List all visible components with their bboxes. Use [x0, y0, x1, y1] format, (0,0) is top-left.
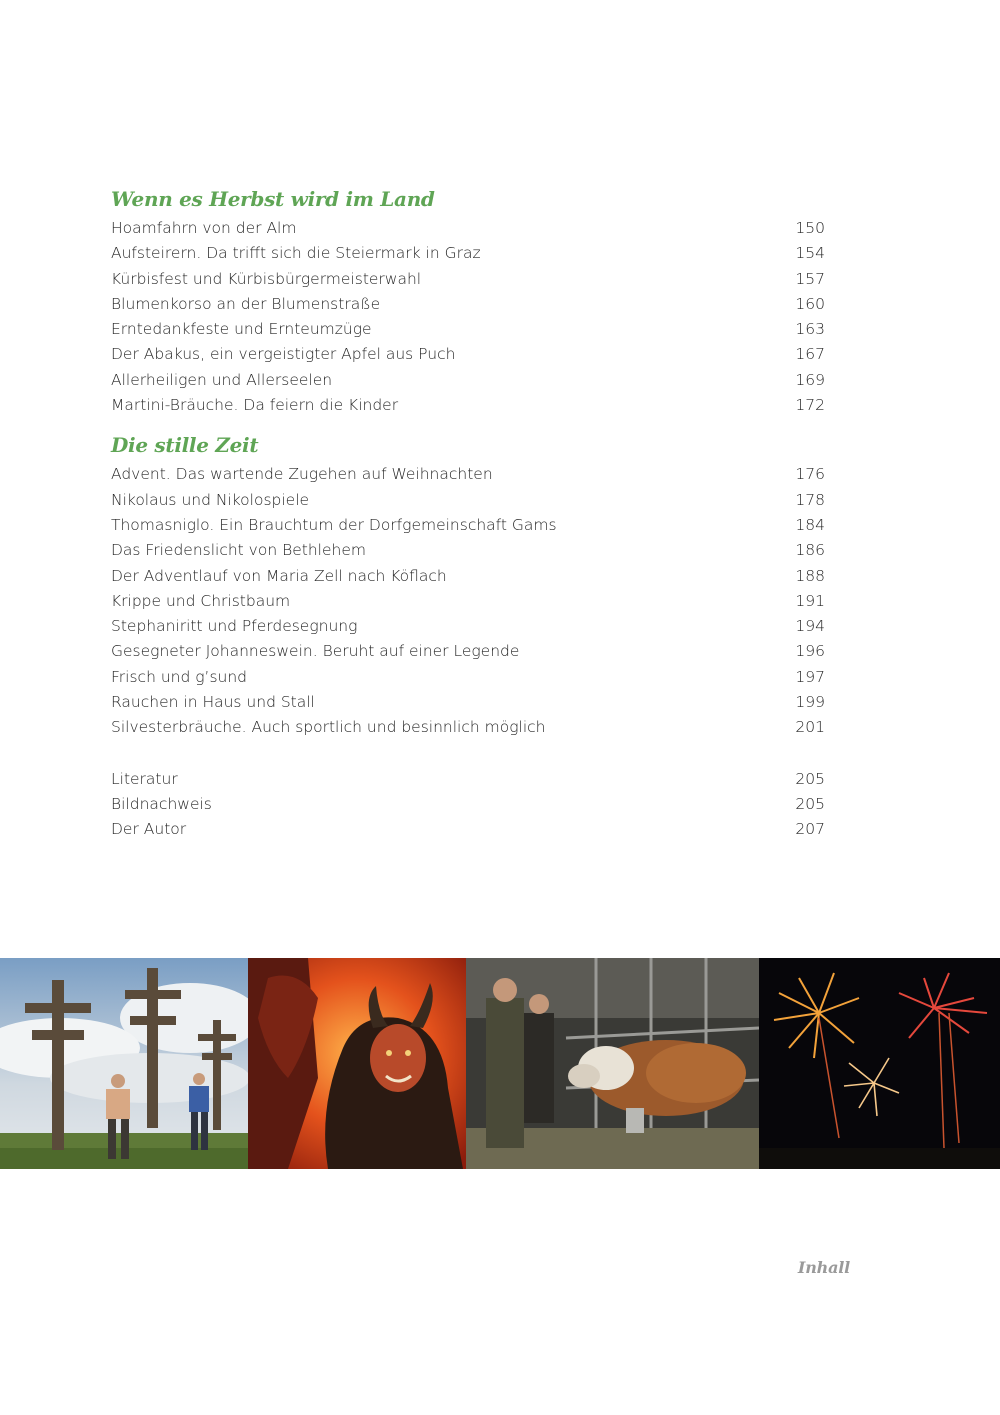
entry-label: Hoamfahrn von der Alm [111, 219, 297, 237]
toc-entry[interactable] [111, 513, 825, 538]
entry-page: 163 [795, 320, 825, 339]
toc-entry[interactable] [111, 267, 825, 292]
entry-page: 169 [795, 370, 825, 389]
entry-page: 207 [795, 820, 825, 839]
entry-label: Erntedankfeste und Ernteumzüge [111, 320, 372, 339]
toc-entry[interactable] [111, 817, 825, 842]
toc-entry[interactable] [111, 216, 825, 241]
toc-entry[interactable] [111, 564, 825, 589]
entry-label: Nikolaus und Nikolospiele [111, 490, 310, 509]
section-spacer [111, 418, 825, 428]
page-footer-label: Inhall [797, 1258, 850, 1277]
toc-entry[interactable] [111, 639, 825, 664]
appendix-spacer [111, 741, 825, 767]
entry-page: 196 [795, 642, 825, 661]
entry-label: Literatur [111, 769, 178, 788]
entry-page: 154 [795, 244, 825, 263]
appendix-list [111, 767, 825, 843]
entry-label: Bildnachweis [111, 794, 212, 813]
entry-page: 194 [795, 617, 825, 636]
toc-entry[interactable] [111, 538, 825, 563]
toc-entry[interactable] [111, 792, 825, 817]
entry-label: Thomasniglo. Ein Brauchtum der Dorfgemeinschaft Gams [111, 515, 557, 534]
cow-stable-photo-icon [466, 958, 759, 1169]
section-autumn [111, 182, 825, 418]
entry-label: Allerheiligen und Allerseelen [111, 370, 333, 389]
entry-label: Kürbisfest und Kürbisbürgermeisterwahl [111, 269, 422, 288]
toc-entry[interactable] [111, 317, 825, 342]
entry-label: Gesegneter Johanneswein. Beruht auf einer Legende [111, 642, 520, 661]
entry-label: Der Abakus, ein vergeistigter Apfel aus Puch [111, 345, 456, 364]
toc-entry[interactable] [111, 614, 825, 639]
entry-label: Blumenkorso an der Blumenstraße [111, 294, 381, 313]
toc-entry[interactable] [111, 715, 825, 740]
section-heading: Die stille Zeit [111, 433, 259, 458]
entry-page: 160 [795, 294, 825, 313]
section-quiet-time [111, 428, 825, 740]
entry-page: 176 [795, 465, 825, 484]
toc-entry[interactable] [111, 342, 825, 367]
entry-label: Stephaniritt und Pferdesegnung [111, 617, 358, 636]
section-heading: Wenn es Herbst wird im Land [111, 187, 435, 211]
entry-label: Der Autor [111, 820, 187, 839]
crosses-photo-icon [0, 958, 248, 1169]
entry-list [111, 462, 825, 740]
entry-label: Frisch und g’sund [111, 667, 248, 686]
entry-list [111, 216, 825, 418]
toc-entry[interactable] [111, 241, 825, 266]
entry-page: 188 [795, 566, 825, 585]
entry-page: 178 [795, 490, 825, 509]
entry-label: Advent. Das wartende Zugehen auf Weihnachten [111, 465, 493, 484]
photo-strip [0, 958, 1000, 1169]
entry-page: 205 [795, 794, 825, 813]
entry-page: 167 [795, 345, 825, 364]
toc-entry[interactable] [111, 665, 825, 690]
entry-page: 191 [795, 591, 825, 610]
entry-page: 172 [795, 396, 825, 415]
entry-label: Aufsteirern. Da trifft sich die Steiermark in Graz [111, 244, 481, 263]
entry-label: Der Adventlauf von Maria Zell nach Köflach [111, 566, 447, 585]
toc-entry[interactable] [111, 462, 825, 487]
entry-label: Silvesterbräuche. Auch sportlich und besinnlich möglich [111, 718, 546, 737]
entry-page: 197 [795, 667, 825, 686]
entry-label: Rauchen in Haus und Stall [111, 693, 315, 712]
entry-label: Martini-Bräuche. Da feiern die Kinder [111, 396, 399, 415]
toc-entry[interactable] [111, 368, 825, 393]
entry-page: 201 [795, 718, 825, 737]
entry-page: 184 [795, 515, 825, 534]
krampus-photo-icon [248, 958, 466, 1169]
entry-page: 157 [795, 269, 825, 288]
entry-label: Krippe und Christbaum [111, 591, 291, 610]
entry-label: Das Friedenslicht von Bethlehem [111, 541, 366, 560]
entry-page: 205 [795, 769, 825, 788]
fireworks-photo-icon [759, 958, 1000, 1169]
toc-entry[interactable] [111, 690, 825, 715]
toc-entry[interactable] [111, 488, 825, 513]
toc-entry[interactable] [111, 292, 825, 317]
table-of-contents [111, 182, 825, 843]
toc-entry[interactable] [111, 589, 825, 614]
entry-page: 199 [795, 693, 825, 712]
entry-page: 150 [795, 219, 825, 237]
toc-entry[interactable] [111, 767, 825, 792]
toc-entry[interactable] [111, 393, 825, 418]
entry-page: 186 [795, 541, 825, 560]
